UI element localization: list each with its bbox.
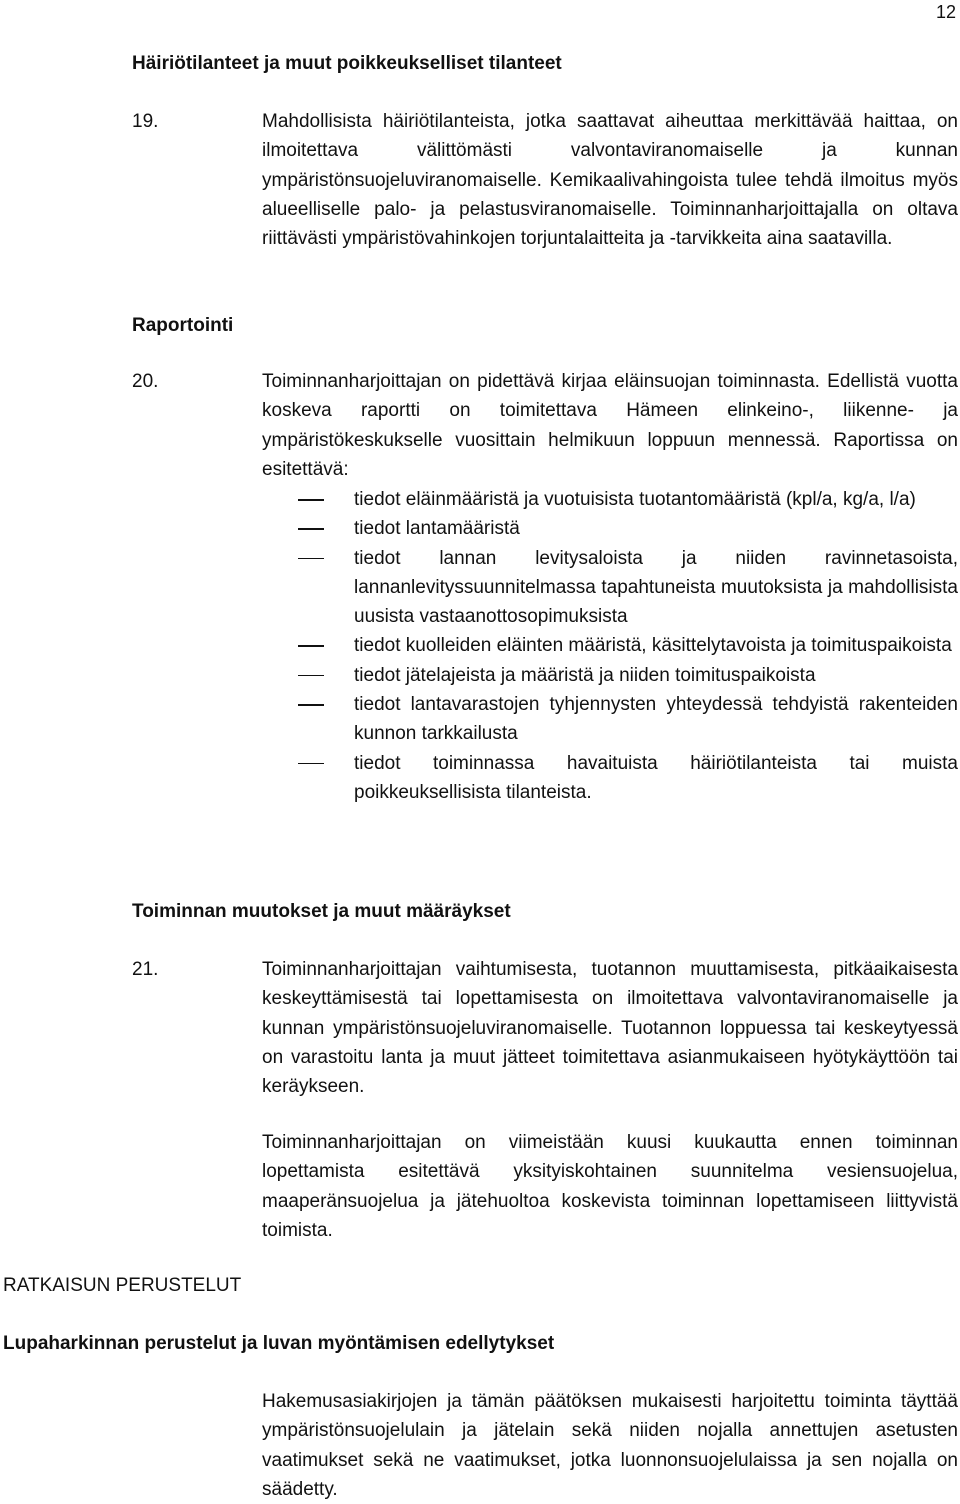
dash-bullet-icon — [298, 499, 324, 501]
list-item: tiedot kuolleiden eläinten määristä, käsittelytavoista ja toimituspaikoista — [262, 631, 958, 660]
subheading-justification: Lupaharkinnan perustelut ja luvan myöntämisen edellytykset — [3, 1333, 555, 1354]
section-heading-reporting: Raportointi — [132, 315, 234, 336]
section-heading-changes: Toiminnan muutokset ja muut määräykset — [132, 901, 511, 922]
item-text-21-paragraph-2: Toiminnanharjoittajan on viimeistään kuusi kuukautta ennen toiminnan lopettamista esitettävä yksityiskohtainen suunnitelma vesiensuojelua, maaperänsuojelua ja jätehuoltoa koskevista toiminnan lopettamiseen liittyvistä toimista. — [262, 1132, 958, 1241]
page-number: 12 — [935, 2, 956, 22]
dash-bullet-icon — [298, 558, 324, 560]
item-number-19: 19. — [132, 111, 159, 132]
dash-bullet-icon — [298, 645, 324, 647]
item-text-20: Toiminnanharjoittajan on pidettävä kirjaa eläinsuojan toiminnasta. Edellistä vuotta koskeva raportti on toimitettava Hämeen elinkeino-, liikenne- ja ympäristökeskukselle vuosittain helmikuun loppuun mennessä. Raportissa on esitettävä: — [262, 371, 958, 480]
list-item: tiedot lannan levitysaloista ja niiden ravinnetasoista, lannanlevityssuunnitelmassa tapahtuneista muutoksista ja mahdollisista uusista vastaanottosopimuksista — [262, 544, 958, 632]
item-number-21: 21. — [132, 959, 159, 980]
list-item: tiedot lantamääristä — [262, 514, 958, 543]
list-item: tiedot eläinmääristä ja vuotuisista tuotantomääristä (kpl/a, kg/a, l/a) — [262, 485, 958, 514]
dash-bullet-icon — [298, 704, 324, 706]
section-heading-disruptions: Häiriötilanteet ja muut poikkeukselliset tilanteet — [132, 53, 562, 74]
reporting-list — [262, 485, 958, 807]
justification-text: Hakemusasiakirjojen ja tämän päätöksen mukaisesti harjoitettu toiminta täyttää ympäristönsuojelulain ja jätelain sekä niiden nojalla annettujen asetusten vaatimukset sekä ne vaatimukset, jotka luonnonsuojelulaissa ja sen nojalla on säädetty. — [262, 1391, 958, 1500]
list-item: tiedot jätelajeista ja määristä ja niiden toimituspaikoista — [262, 661, 958, 690]
item-text-21-paragraph-1: Toiminnanharjoittajan vaihtumisesta, tuotannon muuttamisesta, pitkäaikaisesta keskeyttämisestä tai lopettamisesta on ilmoitettava valvontaviranomaiselle ja kunnan ympäristönsuojeluviranomaiselle. Tuotannon loppuessa tai keskeytyessä on varastoitu lanta ja muut jätteet toimitettava asianmukaiseen hyötykäyttöön tai keräykseen. — [262, 959, 958, 1098]
dash-bullet-icon — [298, 528, 324, 530]
list-item: tiedot toiminnassa havaituista häiriötilanteista tai muista poikkeuksellisista tilanteista. — [262, 749, 958, 808]
section-heading-justification: RATKAISUN PERUSTELUT — [3, 1275, 242, 1296]
list-item: tiedot lantavarastojen tyhjennysten yhteydessä tehdyistä rakenteiden kunnon tarkkailusta — [262, 690, 958, 749]
item-text-19: Mahdollisista häiriötilanteista, jotka saattavat aiheuttaa merkittävää haittaa, on ilmoitettava välittömästi valvontaviranomaiselle ja kunnan ympäristönsuojeluviranomaiselle. Kemikaalivahingoista tulee tehdä ilmoitus myös alueelliselle palo- ja pelastusviranomaiselle. Toiminnanharjoittajalla on oltava riittävästi ympäristövahinkojen torjuntalaitteita ja -tarvikkeita aina saatavilla. — [262, 111, 958, 250]
item-number-20: 20. — [132, 371, 159, 392]
dash-bullet-icon — [298, 763, 324, 765]
dash-bullet-icon — [298, 675, 324, 677]
